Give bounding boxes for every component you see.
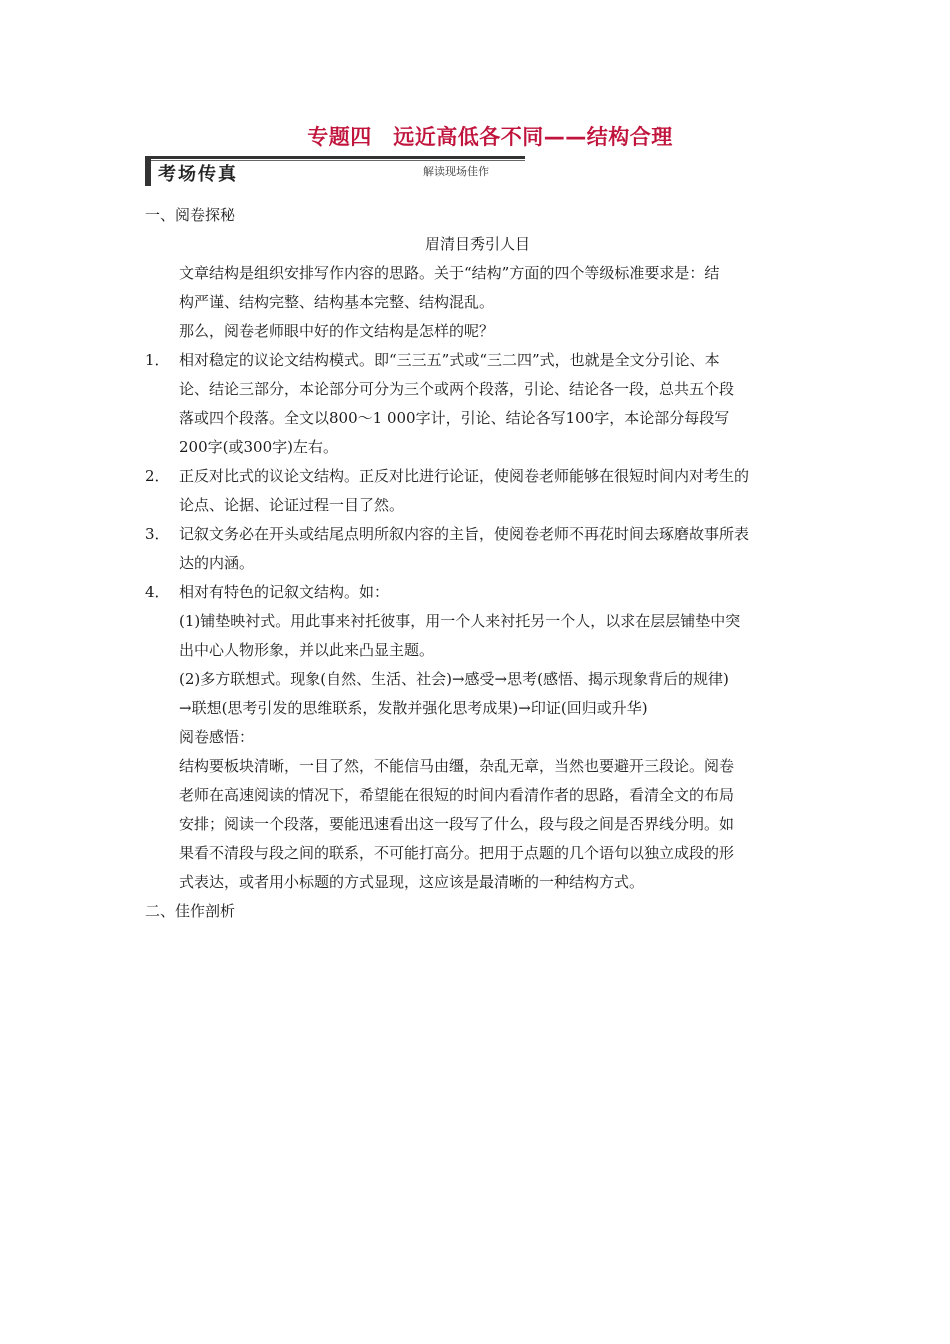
list-item-number: 2． [145,467,170,485]
section-subtitle: 眉清目秀引人目 [424,235,530,253]
list-item-number: 3． [145,525,170,543]
document-body [145,201,810,926]
list-item [145,462,810,520]
list-item [145,520,810,578]
page-title: 专题四 远近高低各不同——结构合理 [307,125,673,149]
banner-label: 考场传真 [158,164,238,185]
list-item-line: 相对稳定的议论文结构模式。即“三三五”式或“三二四”式，也就是全文分引论、本 [179,351,720,369]
list-item-line: 出中心人物形象，并以此来凸显主题。 [179,641,435,659]
list-item-line: 老师在高速阅读的情况下，希望能在很短的时间内看清作者的思路，看清全文的布局 [179,786,735,804]
list-item-line: →联想(思考引发的思维联系，发散并强化思考成果)→印证(回归或升华) [179,699,648,717]
list-item-line: (1)铺垫映衬式。用此事来衬托彼事，用一个人来衬托另一个人，以求在层层铺垫中突 [179,612,741,630]
list-item-line: 阅卷感悟： [179,728,255,746]
paragraph-line: 那么，阅卷老师眼中好的作文结构是怎样的呢？ [179,322,495,340]
section-heading: 一、阅卷探秘 [145,206,236,224]
section-banner [145,156,525,188]
section-heading: 二、佳作剖析 [145,902,236,920]
list-item-line: 果看不清段与段之间的联系，不可能打高分。把用于点题的几个语句以独立成段的形 [179,844,735,862]
banner-marker [145,158,151,186]
list-item-line: 200字(或300字)左右。 [179,438,338,456]
list-item-line: 论点、论据、论证过程一目了然。 [179,496,405,514]
list-item-line: 正反对比式的议论文结构。正反对比进行论证，使阅卷老师能够在很短时间内对考生的 [179,467,750,485]
list-item-line: 安排；阅读一个段落，要能迅速看出这一段写了什么，段与段之间是否界线分明。如 [179,815,735,833]
list-item-number: 4． [145,583,170,601]
list-item-number: 1． [145,351,170,369]
banner-subtitle: 解读现场佳作 [423,165,489,178]
banner-rule-thick [145,156,525,159]
list-item-line: 式表达，或者用小标题的方式显现，这应该是最清晰的一种结构方式。 [179,873,645,891]
list-item [145,578,810,897]
list-item-line: 论、结论三部分，本论部分可分为三个或两个段落，引论、结论各一段，总共五个段 [179,380,735,398]
paragraph-line: 文章结构是组织安排写作内容的思路。关于“结构”方面的四个等级标准要求是：结 [179,264,720,282]
list-item [145,346,810,462]
list-item-line: 相对有特色的记叙文结构。如： [179,583,390,601]
list-item-line: 记叙文务必在开头或结尾点明所叙内容的主旨，使阅卷老师不再花时间去琢磨故事所表 [179,525,750,543]
paragraph-line: 构严谨、结构完整、结构基本完整、结构混乱。 [179,293,495,311]
list-item-line: 结构要板块清晰，一目了然，不能信马由缰，杂乱无章，当然也要避开三段论。阅卷 [179,757,735,775]
list-item-line: 达的内涵。 [179,554,255,572]
list-item-line: 落或四个段落。全文以800～1 000字计，引论、结论各写100字，本论部分每段写 [179,409,730,427]
list-item-line: (2)多方联想式。现象(自然、生活、社会)→感受→思考(感悟、揭示现象背后的规律) [179,670,729,688]
